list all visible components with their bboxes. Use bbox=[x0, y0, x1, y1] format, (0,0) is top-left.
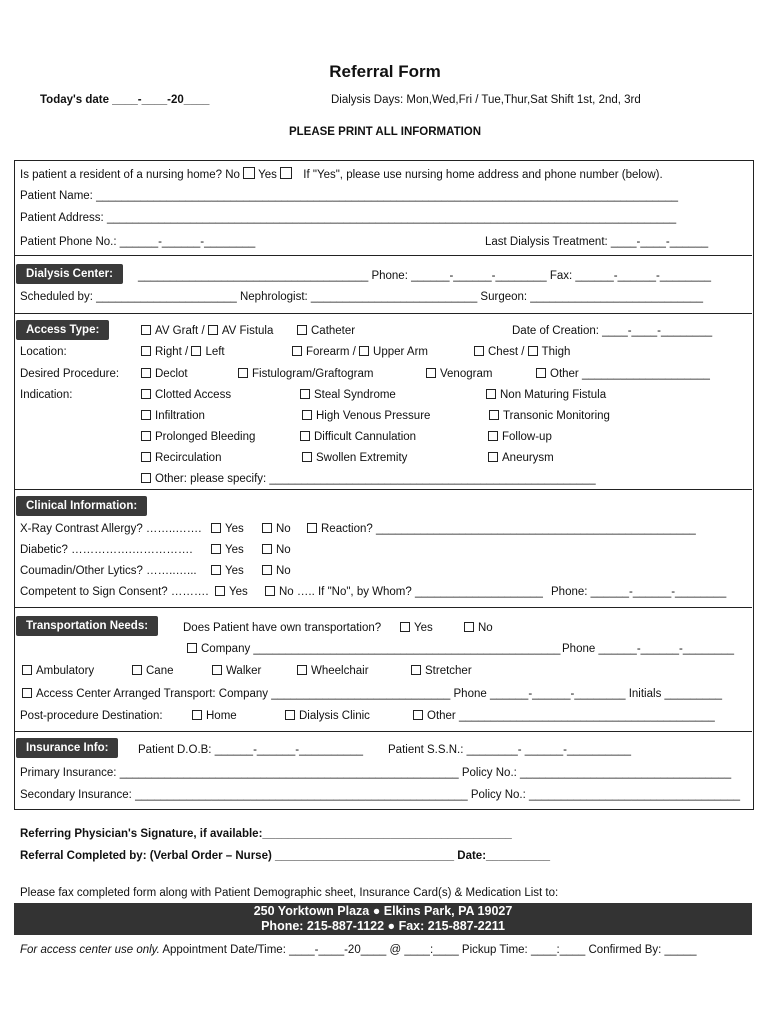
indication-other-option bbox=[141, 473, 596, 485]
date-of-creation-field[interactable]: Date of Creation: ____-____-________ bbox=[512, 325, 713, 337]
indication-checkbox[interactable] bbox=[141, 410, 151, 420]
indication-option bbox=[141, 389, 231, 401]
right-left-option bbox=[141, 346, 225, 358]
left-checkbox[interactable] bbox=[191, 346, 201, 356]
indication-label-text: Non Maturing Fistula bbox=[500, 389, 607, 401]
xray-yes-option bbox=[211, 523, 244, 535]
declot-option bbox=[141, 368, 188, 380]
divider bbox=[14, 255, 752, 256]
nursing-home-question: Is patient a resident of a nursing home? No bbox=[20, 169, 240, 181]
xray-allergy-label: X-Ray Contrast Allergy? ……..……. bbox=[20, 523, 202, 535]
av-graft-checkbox[interactable] bbox=[141, 325, 151, 335]
print-notice: PLEASE PRINT ALL INFORMATION bbox=[288, 126, 482, 138]
secondary-insurance-field[interactable]: Secondary Insurance: ____________________________________________________ Policy No.: _________________________________ bbox=[20, 789, 741, 801]
reaction-field[interactable]: Reaction? __________________________________________________ bbox=[321, 523, 696, 535]
dialysis-center-label: Dialysis Center: bbox=[16, 264, 123, 284]
nursing-yes-checkbox[interactable] bbox=[280, 167, 292, 179]
procedure-other-label: Other ____________________ bbox=[550, 368, 710, 380]
indication-checkbox[interactable] bbox=[300, 389, 310, 399]
indication-checkbox[interactable] bbox=[488, 431, 498, 441]
center-address: 250 Yorktown Plaza ● Elkins Park, PA 19027 bbox=[253, 904, 513, 918]
ambulatory-checkbox[interactable] bbox=[22, 665, 32, 675]
divider bbox=[14, 731, 752, 732]
access-row-1 bbox=[141, 325, 273, 337]
av-graft-label: AV Graft / bbox=[155, 325, 208, 337]
left-label: Left bbox=[205, 346, 225, 358]
dialysis-days[interactable]: Dialysis Days: Mon,Wed,Fri / Tue,Thur,Sat Shift 1st, 2nd, 3rd bbox=[331, 94, 641, 106]
company-phone-field[interactable]: Phone ______-______-________ bbox=[562, 643, 735, 655]
wheelchair-checkbox[interactable] bbox=[297, 665, 307, 675]
indication-checkbox[interactable] bbox=[489, 410, 499, 420]
no-label: No bbox=[276, 565, 291, 577]
dest-other-option bbox=[413, 710, 715, 722]
coumadin-no-option bbox=[262, 565, 291, 577]
catheter-option bbox=[297, 325, 355, 337]
indication-checkbox[interactable] bbox=[486, 389, 496, 399]
indication-label-text: Prolonged Bleeding bbox=[155, 431, 256, 443]
arranged-transport-option bbox=[22, 688, 722, 700]
indication-label-text: Transonic Monitoring bbox=[503, 410, 610, 422]
indication-option bbox=[300, 431, 416, 443]
procedure-other-option bbox=[536, 368, 710, 380]
av-fistula-label: AV Fistula bbox=[221, 325, 274, 337]
indication-label: Indication: bbox=[20, 389, 73, 401]
indication-label-text: Follow-up bbox=[502, 431, 552, 443]
venogram-label: Venogram bbox=[440, 368, 493, 380]
av-fistula-checkbox[interactable] bbox=[208, 325, 218, 335]
right-label: Right / bbox=[155, 346, 192, 358]
indication-option bbox=[141, 410, 205, 422]
stretcher-option bbox=[411, 665, 472, 677]
arranged-transport-checkbox[interactable] bbox=[22, 688, 32, 698]
dest-home-option bbox=[192, 710, 237, 722]
walker-label: Walker bbox=[226, 665, 262, 677]
stretcher-checkbox[interactable] bbox=[411, 665, 421, 675]
primary-insurance-field[interactable]: Primary Insurance: _____________________________________________________ Policy No.: _________________________________ bbox=[20, 767, 732, 779]
dest-clinic-label: Dialysis Clinic bbox=[299, 710, 370, 722]
catheter-checkbox[interactable] bbox=[297, 325, 307, 335]
indication-label-text: Clotted Access bbox=[155, 389, 232, 401]
diabetic-yes-option bbox=[211, 544, 244, 556]
dialysis-center-field[interactable]: ____________________________________ Phone: ______-______-________ Fax: ______-______-________ bbox=[138, 270, 711, 282]
reaction-checkbox[interactable] bbox=[307, 523, 317, 533]
dest-clinic-checkbox[interactable] bbox=[285, 710, 295, 720]
fax-instructions: Please fax completed form along with Patient Demographic sheet, Insurance Card(s) & Medication List to: bbox=[20, 887, 559, 899]
patient-address-field[interactable]: Patient Address: _________________________________________________________________________________________ bbox=[20, 212, 677, 224]
access-center-row bbox=[20, 944, 697, 956]
coumadin-yes-option bbox=[211, 565, 244, 577]
indication-other-label: Other: please specify: ___________________________________________________ bbox=[155, 473, 596, 485]
competent-whom-field[interactable]: No ….. If "No", by Whom? ____________________ bbox=[279, 586, 543, 598]
yes-label: Yes bbox=[414, 622, 433, 634]
indication-option bbox=[302, 452, 407, 464]
page-title: Referral Form bbox=[329, 62, 441, 81]
indication-label-text: Recirculation bbox=[155, 452, 222, 464]
competent-phone-field[interactable]: Phone: ______-______-________ bbox=[551, 586, 727, 598]
venogram-checkbox[interactable] bbox=[426, 368, 436, 378]
indication-checkbox[interactable] bbox=[141, 431, 151, 441]
fistulogram-option bbox=[238, 368, 373, 380]
coumadin-label: Coumadin/Other Lytics? ……..…... bbox=[20, 565, 197, 577]
arranged-transport-field[interactable]: Access Center Arranged Transport: Company ____________________________ Phone ______-______-________ Initials _________ bbox=[36, 688, 723, 700]
divider bbox=[14, 313, 752, 314]
indication-option bbox=[302, 410, 430, 422]
no-label: No bbox=[478, 622, 493, 634]
catheter-label: Catheter bbox=[311, 325, 356, 337]
diabetic-no-checkbox[interactable] bbox=[262, 544, 272, 554]
company-option bbox=[187, 643, 560, 655]
nursing-home-row bbox=[20, 167, 663, 181]
physician-signature-field[interactable]: Referring Physician's Signature, if available:_______________________________________ bbox=[20, 828, 512, 840]
indication-checkbox[interactable] bbox=[302, 452, 312, 462]
patient-phone-field[interactable]: Patient Phone No.: ______-______-________ bbox=[20, 236, 256, 248]
forearm-checkbox[interactable] bbox=[292, 346, 302, 356]
divider bbox=[14, 489, 752, 490]
walker-option bbox=[212, 665, 261, 677]
cane-checkbox[interactable] bbox=[132, 665, 142, 675]
forearm-upperarm-option bbox=[292, 346, 428, 358]
appointment-field[interactable]: Appointment Date/Time: ____-____-20____ @ ____:____ Pickup Time: ____:____ Confirmed By: _____ bbox=[162, 944, 697, 956]
yes-label: Yes bbox=[225, 523, 244, 535]
transport-yes-option bbox=[400, 622, 433, 634]
contact-banner bbox=[14, 903, 752, 935]
indication-label-text: Steal Syndrome bbox=[314, 389, 396, 401]
indication-option bbox=[300, 389, 396, 401]
thigh-checkbox[interactable] bbox=[528, 346, 538, 356]
indication-label-text: Infiltration bbox=[155, 410, 205, 422]
cane-option bbox=[132, 665, 174, 677]
indication-label-text: Aneurysm bbox=[502, 452, 554, 464]
desired-procedure-label: Desired Procedure: bbox=[20, 368, 120, 380]
transport-yes-checkbox[interactable] bbox=[400, 622, 410, 632]
insurance-label: Insurance Info: bbox=[16, 738, 118, 758]
scheduled-by-field[interactable]: Scheduled by: ______________________ Nephrologist: __________________________ Surgeon: ___________________________ bbox=[20, 291, 703, 303]
cane-label: Cane bbox=[146, 665, 174, 677]
wheelchair-label: Wheelchair bbox=[311, 665, 369, 677]
chest-thigh-option bbox=[474, 346, 570, 358]
forearm-label: Forearm / bbox=[306, 346, 360, 358]
no-label: No bbox=[276, 544, 291, 556]
diabetic-yes-checkbox[interactable] bbox=[211, 544, 221, 554]
indication-option bbox=[486, 389, 606, 401]
diabetic-no-option bbox=[262, 544, 291, 556]
referral-completed-field[interactable]: Referral Completed by: (Verbal Order – Nurse) ____________________________ Date:__________ bbox=[20, 850, 550, 862]
fistulogram-label: Fistulogram/Graftogram bbox=[252, 368, 374, 380]
indication-label-text: High Venous Pressure bbox=[316, 410, 431, 422]
competent-no-checkbox[interactable] bbox=[265, 586, 275, 596]
right-checkbox[interactable] bbox=[141, 346, 151, 356]
indication-option bbox=[488, 452, 554, 464]
upper-arm-checkbox[interactable] bbox=[359, 346, 369, 356]
indication-label-text: Difficult Cannulation bbox=[314, 431, 417, 443]
thigh-label: Thigh bbox=[541, 346, 571, 358]
todays-date[interactable]: Today's date ____-____-20____ bbox=[40, 94, 210, 106]
yes-label: Yes bbox=[229, 586, 248, 598]
indication-label-text: Swollen Extremity bbox=[316, 452, 408, 464]
declot-label: Declot bbox=[155, 368, 188, 380]
ambulatory-option bbox=[22, 665, 94, 677]
coumadin-no-checkbox[interactable] bbox=[262, 565, 272, 575]
no-label: No bbox=[276, 523, 291, 535]
ssn-field[interactable]: Patient S.S.N.: ________- ______-__________ bbox=[388, 744, 631, 756]
access-type-label: Access Type: bbox=[16, 320, 109, 340]
competent-no-option bbox=[265, 586, 543, 598]
wheelchair-option bbox=[297, 665, 369, 677]
divider bbox=[14, 607, 752, 608]
patient-name-field[interactable]: Patient Name: ___________________________________________________________________________________________ bbox=[20, 190, 679, 202]
xray-no-option bbox=[262, 523, 291, 535]
last-treatment-field[interactable]: Last Dialysis Treatment: ____-____-______ bbox=[485, 236, 709, 248]
stretcher-label: Stretcher bbox=[425, 665, 472, 677]
center-phone-fax: Phone: 215-887-1122 ● Fax: 215-887-2211 bbox=[261, 919, 505, 933]
post-destination-label: Post-procedure Destination: bbox=[20, 710, 163, 722]
chest-label: Chest / bbox=[488, 346, 528, 358]
access-center-only: For access center use only. bbox=[20, 944, 160, 956]
indication-option bbox=[141, 431, 255, 443]
transport-label: Transportation Needs: bbox=[16, 616, 158, 636]
fistulogram-checkbox[interactable] bbox=[238, 368, 248, 378]
reaction-option bbox=[307, 523, 696, 535]
dest-other-checkbox[interactable] bbox=[413, 710, 423, 720]
indication-other-checkbox[interactable] bbox=[141, 473, 151, 483]
coumadin-yes-checkbox[interactable] bbox=[211, 565, 221, 575]
xray-no-checkbox[interactable] bbox=[262, 523, 272, 533]
dest-home-checkbox[interactable] bbox=[192, 710, 202, 720]
diabetic-label: Diabetic? …………….……………. bbox=[20, 544, 193, 556]
dob-field[interactable]: Patient D.O.B: ______-______-__________ bbox=[138, 744, 364, 756]
nursing-no-checkbox[interactable] bbox=[243, 167, 255, 179]
chest-checkbox[interactable] bbox=[474, 346, 484, 356]
yes-label: Yes bbox=[225, 544, 244, 556]
indication-checkbox[interactable] bbox=[300, 431, 310, 441]
competent-yes-checkbox[interactable] bbox=[215, 586, 225, 596]
dest-clinic-option bbox=[285, 710, 370, 722]
indication-checkbox[interactable] bbox=[488, 452, 498, 462]
indication-option bbox=[488, 431, 552, 443]
competent-label: Competent to Sign Consent? ………. bbox=[20, 586, 209, 598]
indication-checkbox[interactable] bbox=[141, 452, 151, 462]
ambulatory-label: Ambulatory bbox=[36, 665, 95, 677]
own-transport-question: Does Patient have own transportation? bbox=[183, 622, 382, 634]
dest-other-field[interactable]: Other ________________________________________ bbox=[427, 710, 715, 722]
indication-checkbox[interactable] bbox=[141, 389, 151, 399]
yes-label: Yes bbox=[225, 565, 244, 577]
location-label: Location: bbox=[20, 346, 67, 358]
xray-yes-checkbox[interactable] bbox=[211, 523, 221, 533]
upper-arm-label: Upper Arm bbox=[373, 346, 429, 358]
dest-home-label: Home bbox=[206, 710, 237, 722]
venogram-option bbox=[426, 368, 492, 380]
transport-no-checkbox[interactable] bbox=[464, 622, 474, 632]
competent-yes-option bbox=[215, 586, 248, 598]
nursing-note: If "Yes", please use nursing home address and phone number (below). bbox=[303, 169, 663, 181]
nursing-yes-label: Yes bbox=[258, 169, 277, 181]
clinical-info-label: Clinical Information: bbox=[16, 496, 147, 516]
company-field[interactable]: Company ________________________________________________ bbox=[201, 643, 561, 655]
indication-checkbox[interactable] bbox=[302, 410, 312, 420]
procedure-other-checkbox[interactable] bbox=[536, 368, 546, 378]
indication-option bbox=[489, 410, 610, 422]
indication-option bbox=[141, 452, 221, 464]
walker-checkbox[interactable] bbox=[212, 665, 222, 675]
company-checkbox[interactable] bbox=[187, 643, 197, 653]
declot-checkbox[interactable] bbox=[141, 368, 151, 378]
transport-no-option bbox=[464, 622, 493, 634]
